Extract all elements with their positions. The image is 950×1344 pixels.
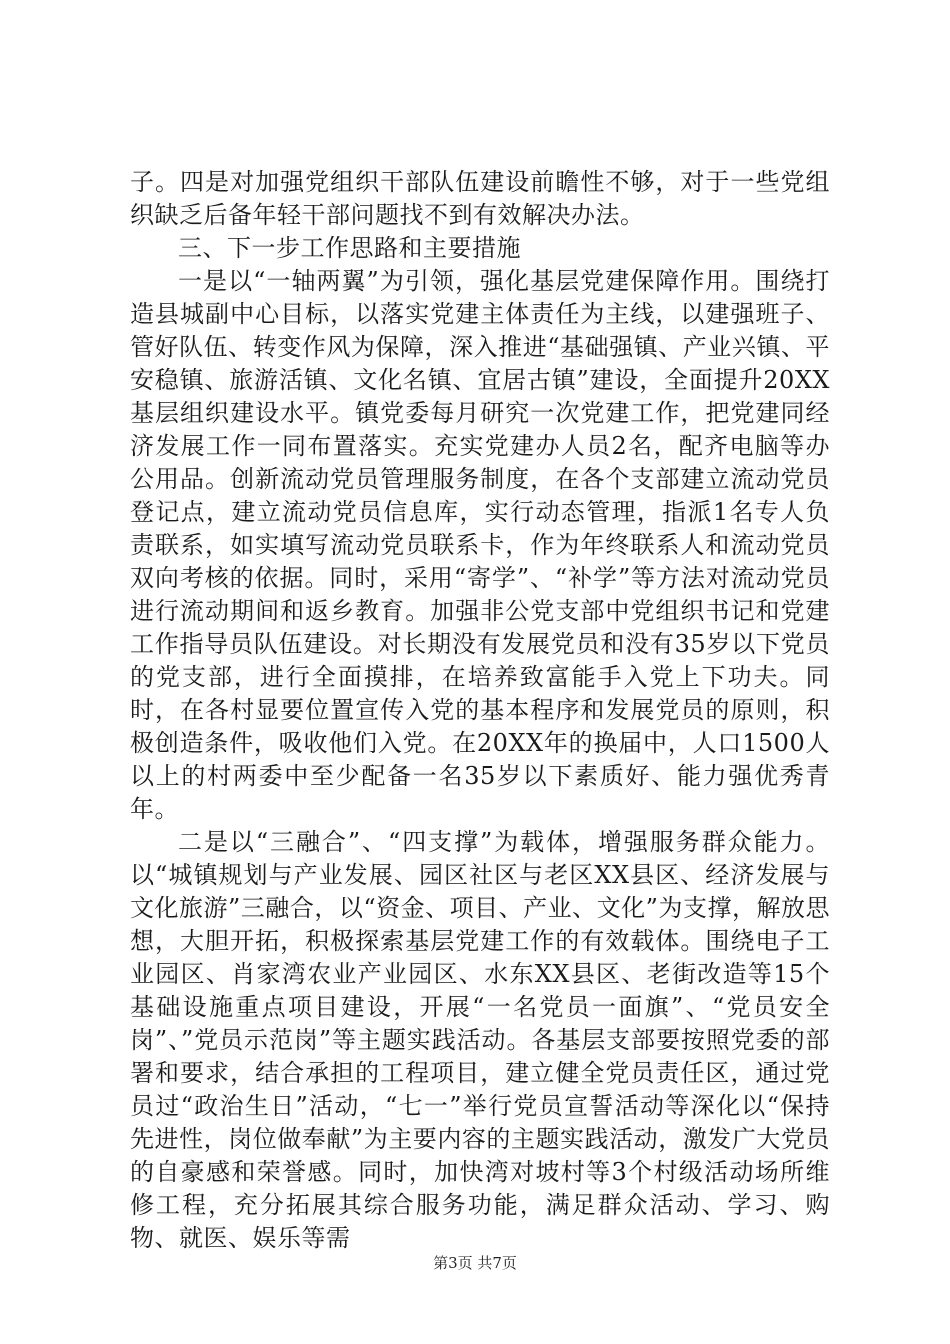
document-body <box>130 166 830 1255</box>
paragraph-4: 二是以“三融合”、“四支撑”为载体，增强服务群众能力。以“城镇规划与产业发展、园区社区与老区XX县区、经济发展与文化旅游”三融合，以“资金、项目、产业、文化”为支撑，解放思想，大胆开拓，积极探索基层党建工作的有效载体。围绕电子工业园区、肖家湾农业产业园区、水东XX县区、老街改造等15个基础设施重点项目建设，开展“一名党员一面旗”、“党员安全岗”、”党员示范岗”等主题实践活动。各基层支部要按照党委的部署和要求，结合承担的工程项目，建立健全党员责任区，通过党员过“政治生日”活动，“七一”举行党员宣誓活动等深化以“保持先进性，岗位做奉献”为主要内容的主题实践活动，激发广大党员的自豪感和荣誉感。同时，加快湾对坡村等3个村级活动场所维修工程，充分拓展其综合服务功能，满足群众活动、学习、购物、就医、娱乐等需 <box>130 828 830 1252</box>
paragraph-3: 一是以“一轴两翼”为引领，强化基层党建保障作用。围绕打造县城副中心目标，以落实党建主体责任为主线，以建强班子、管好队伍、转变作风为保障，深入推进“基础强镇、产业兴镇、平安稳镇、旅游活镇、文化名镇、宜居古镇”建设，全面提升20XX基层组织建设水平。镇党委每月研究一次党建工作，把党建同经济发展工作一同布置落实。充实党建办人员2名，配齐电脑等办公用品。创新流动党员管理服务制度，在各个支部建立流动党员登记点，建立流动党员信息库，实行动态管理，指派1名专人负责联系，如实填写流动党员联系卡，作为年终联系人和流动党员双向考核的依据。同时，采用“寄学”、“补学”等方法对流动党员进行流动期间和返乡教育。加强非公党支部中党组织书记和党建工作指导员队伍建设。对长期没有发展党员和没有35岁以下党员的党支部，进行全面摸排，在培养致富能手入党上下功夫。同时，在各村显要位置宣传入党的基本程序和发展党员的原则，积极创造条件，吸收他们入党。在20XX年的换届中，人口1500人以上的村两委中至少配备一名35岁以下素质好、能力强优秀青年。 <box>130 267 830 823</box>
page-footer: 第3页 共7页 <box>433 1254 517 1272</box>
section-heading-3: 三、下一步工作思路和主要措施 <box>178 234 521 262</box>
paragraph-1: 子。四是对加强党组织干部队伍建设前瞻性不够，对于一些党组织缺乏后备年轻干部问题找不到有效解决办法。 <box>130 168 830 229</box>
